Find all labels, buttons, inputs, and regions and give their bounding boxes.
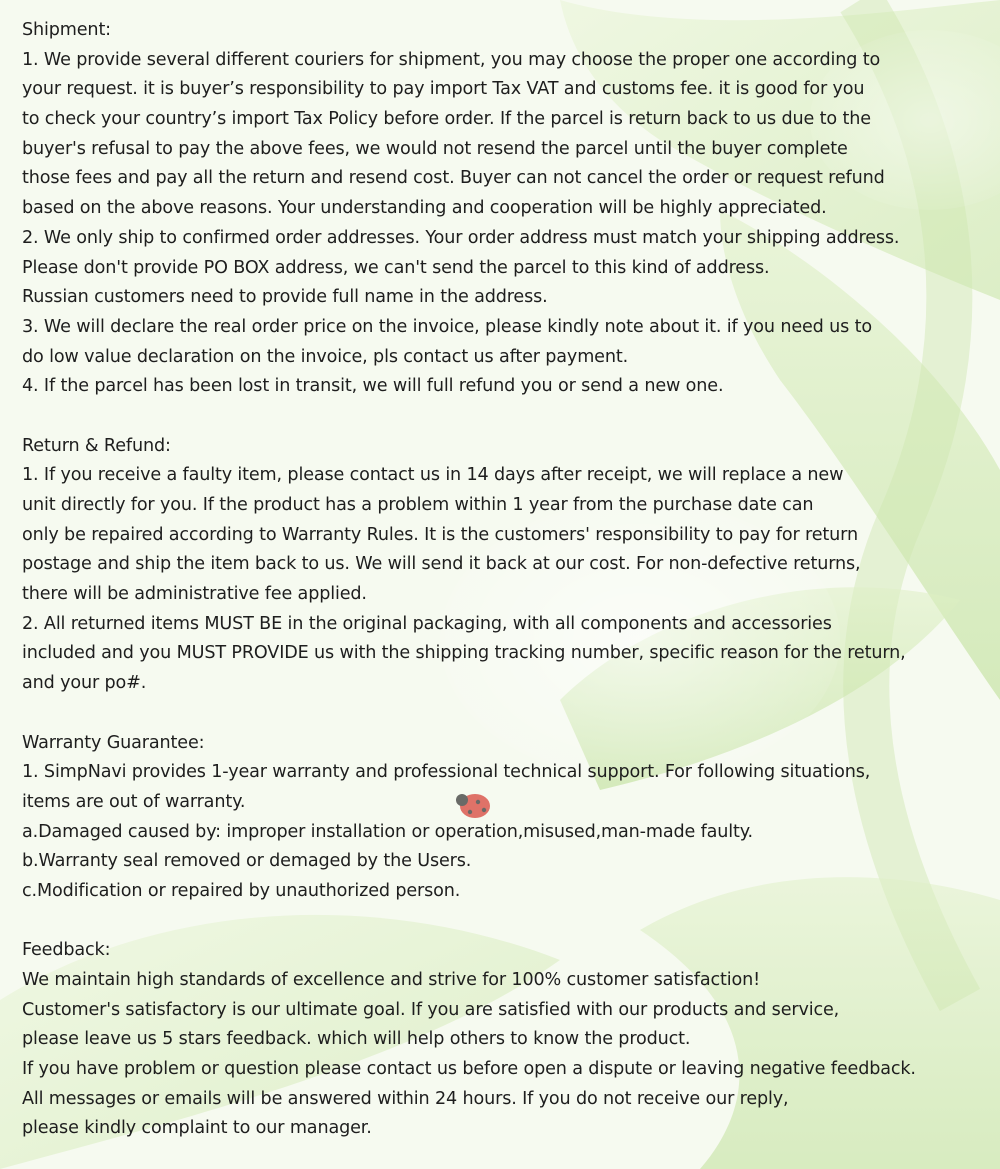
text-line: to check your country’s import Tax Policy before order. If the parcel is return back to us due to the <box>22 109 871 130</box>
text-line: b.Warranty seal removed or demaged by the Users. <box>22 851 472 872</box>
text-line: Customer's satisfactory is our ultimate goal. If you are satisfied with our products and service, <box>22 999 840 1020</box>
text-line: please kindly complaint to our manager. <box>22 1118 372 1139</box>
section-heading: Feedback: <box>22 940 111 961</box>
section-spacer <box>22 402 992 432</box>
text-line: a.Damaged caused by: improper installation or operation,misused,man-made faulty. <box>22 821 753 842</box>
text-line: do low value declaration on the invoice, pls contact us after payment. <box>22 346 629 367</box>
text-line: 4. If the parcel has been lost in transit, we will full refund you or send a new one. <box>22 376 724 397</box>
text-line: buyer's refusal to pay the above fees, we would not resend the parcel until the buyer complete <box>22 138 848 159</box>
text-line: there will be administrative fee applied. <box>22 584 367 605</box>
text-line: included and you MUST PROVIDE us with the shipping tracking number, specific reason for the return, <box>22 643 906 664</box>
text-line: 1. We provide several different couriers for shipment, you may choose the proper one according to <box>22 49 881 70</box>
text-line: If you have problem or question please contact us before open a dispute or leaving negative feedback. <box>22 1059 916 1080</box>
section-spacer <box>22 699 992 729</box>
text-line: and your po#. <box>22 673 147 694</box>
text-line: Russian customers need to provide full name in the address. <box>22 287 548 308</box>
text-line: We maintain high standards of excellence and strive for 100% customer satisfaction! <box>22 970 760 990</box>
text-line: unit directly for you. If the product has a problem within 1 year from the purchase date can <box>22 495 814 515</box>
text-line: postage and ship the item back to us. We will send it back at our cost. For non-defective returns, <box>22 554 861 575</box>
section-spacer <box>22 907 992 937</box>
section-heading: Warranty Guarantee: <box>22 732 205 753</box>
text-line: based on the above reasons. Your understanding and cooperation will be highly appreciated. <box>22 198 827 219</box>
text-line: All messages or emails will be answered within 24 hours. If you do not receive our reply, <box>22 1088 789 1109</box>
text-line: 1. SimpNavi provides 1-year warranty and professional technical support. For following situations, <box>22 762 871 783</box>
text-line: 2. All returned items MUST BE in the original packaging, with all components and accessories <box>22 613 832 634</box>
policy-document <box>22 16 992 1144</box>
text-line: Please don't provide PO BOX address, we can't send the parcel to this kind of address. <box>22 257 770 278</box>
shipment-section <box>22 16 992 402</box>
feedback-section <box>22 936 992 1144</box>
text-line: only be repaired according to Warranty Rules. It is the customers' responsibility to pay for return <box>22 524 858 545</box>
text-line: c.Modification or repaired by unauthorized person. <box>22 880 461 901</box>
text-line: please leave us 5 stars feedback. which will help others to know the product. <box>22 1029 691 1050</box>
section-heading: Return & Refund: <box>22 435 171 456</box>
return-refund-section <box>22 432 992 699</box>
text-line: 3. We will declare the real order price on the invoice, please kindly note about it. if you need us to <box>22 316 872 337</box>
text-line: your request. it is buyer’s responsibility to pay import Tax VAT and customs fee. it is good for you <box>22 79 865 100</box>
text-line: 1. If you receive a faulty item, please contact us in 14 days after receipt, we will replace a new <box>22 465 844 486</box>
text-line: 2. We only ship to confirmed order addresses. Your order address must match your shipping address. <box>22 227 900 248</box>
section-heading: Shipment: <box>22 20 111 40</box>
text-line: items are out of warranty. <box>22 791 246 812</box>
text-line: those fees and pay all the return and resend cost. Buyer can not cancel the order or request refund <box>22 168 885 189</box>
warranty-section <box>22 729 992 907</box>
